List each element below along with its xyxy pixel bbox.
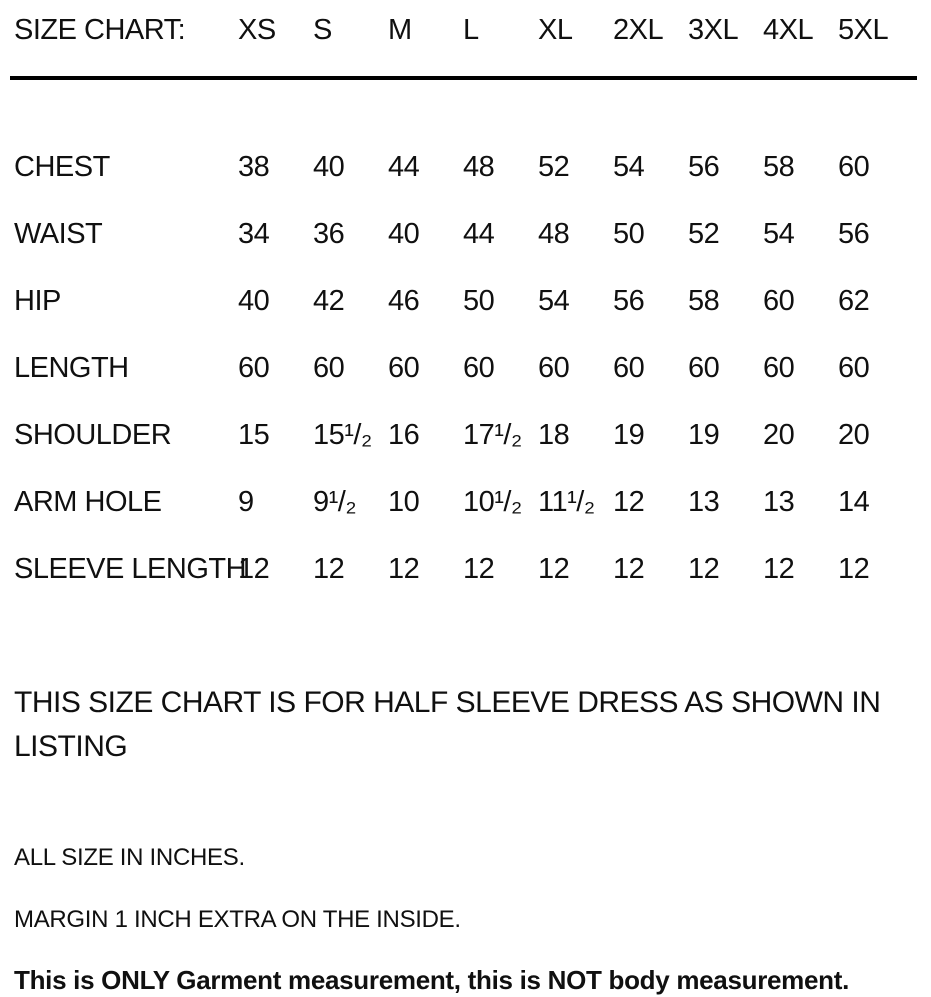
table-row	[14, 201, 931, 268]
row-label: HIP	[14, 285, 61, 317]
size-value-cell: 40	[388, 218, 420, 250]
size-column-header: XL	[538, 14, 573, 46]
size-value-cell: 10¹/₂	[463, 486, 522, 518]
size-value-cell: 17¹/₂	[463, 419, 522, 451]
size-value-cell: 13	[688, 486, 720, 518]
size-value-cell: 15	[238, 419, 270, 451]
size-value-cell: 54	[763, 218, 795, 250]
size-value-cell: 60	[688, 352, 720, 384]
size-value-cell: 62	[838, 285, 870, 317]
size-value-cell: 60	[613, 352, 645, 384]
size-value-cell: 20	[763, 419, 795, 451]
size-value-cell: 56	[613, 285, 645, 317]
row-label: SLEEVE LENGTH	[14, 553, 247, 585]
row-label: WAIST	[14, 218, 103, 250]
divider-line	[10, 76, 917, 80]
size-value-cell: 54	[613, 151, 645, 183]
size-value-cell: 60	[838, 151, 870, 183]
size-value-cell: 9	[238, 486, 254, 518]
size-value-cell: 12	[613, 553, 645, 585]
table-title: SIZE CHART:	[14, 14, 186, 46]
table-row	[14, 268, 931, 335]
size-value-cell: 54	[538, 285, 570, 317]
size-value-cell: 12	[538, 553, 570, 585]
size-value-cell: 44	[388, 151, 420, 183]
size-value-cell: 52	[538, 151, 570, 183]
size-value-cell: 16	[388, 419, 420, 451]
size-column-header: XS	[238, 14, 276, 46]
row-label: ARM HOLE	[14, 486, 162, 518]
table-row	[14, 134, 931, 201]
units-note: ALL SIZE IN INCHES.	[14, 844, 245, 871]
size-value-cell: 19	[688, 419, 720, 451]
size-chart-table	[14, 14, 931, 603]
size-value-cell: 60	[538, 352, 570, 384]
size-value-cell: 12	[763, 553, 795, 585]
size-value-cell: 60	[313, 352, 345, 384]
size-column-header: S	[313, 14, 332, 46]
size-value-cell: 12	[838, 553, 870, 585]
row-label: SHOULDER	[14, 419, 172, 451]
size-value-cell: 48	[463, 151, 495, 183]
margin-note: MARGIN 1 INCH EXTRA ON THE INSIDE.	[14, 906, 461, 933]
size-value-cell: 12	[613, 486, 645, 518]
size-value-cell: 44	[463, 218, 495, 250]
size-value-cell: 50	[613, 218, 645, 250]
size-column-header: 3XL	[688, 14, 739, 46]
row-label: LENGTH	[14, 352, 129, 384]
size-value-cell: 60	[763, 352, 795, 384]
size-column-header: 5XL	[838, 14, 889, 46]
size-value-cell: 56	[688, 151, 720, 183]
size-value-cell: 13	[763, 486, 795, 518]
size-value-cell: 42	[313, 285, 345, 317]
table-row	[14, 335, 931, 402]
size-value-cell: 18	[538, 419, 570, 451]
size-value-cell: 20	[838, 419, 870, 451]
size-value-cell: 60	[388, 352, 420, 384]
size-value-cell: 14	[838, 486, 870, 518]
size-value-cell: 40	[313, 151, 345, 183]
size-value-cell: 38	[238, 151, 270, 183]
size-column-header: M	[388, 14, 412, 46]
size-value-cell: 12	[238, 553, 270, 585]
table-row	[14, 469, 931, 536]
size-value-cell: 12	[313, 553, 345, 585]
size-value-cell: 50	[463, 285, 495, 317]
size-value-cell: 58	[763, 151, 795, 183]
table-header-row	[14, 14, 931, 56]
size-value-cell: 60	[763, 285, 795, 317]
size-column-header: L	[463, 14, 479, 46]
size-value-cell: 34	[238, 218, 270, 250]
size-value-cell: 56	[838, 218, 870, 250]
size-value-cell: 60	[838, 352, 870, 384]
size-value-cell: 10	[388, 486, 420, 518]
size-value-cell: 12	[388, 553, 420, 585]
size-column-header: 2XL	[613, 14, 664, 46]
size-value-cell: 11¹/₂	[538, 486, 595, 518]
size-value-cell: 58	[688, 285, 720, 317]
size-value-cell: 12	[463, 553, 495, 585]
size-value-cell: 12	[688, 553, 720, 585]
size-column-header: 4XL	[763, 14, 814, 46]
size-value-cell: 15¹/₂	[313, 419, 372, 451]
table-row	[14, 536, 931, 603]
size-value-cell: 46	[388, 285, 420, 317]
size-value-cell: 60	[238, 352, 270, 384]
size-value-cell: 52	[688, 218, 720, 250]
size-chart-table-body	[14, 134, 931, 603]
size-value-cell: 19	[613, 419, 645, 451]
size-value-cell: 48	[538, 218, 570, 250]
garment-measurement-note: This is ONLY Garment measurement, this is NOT body measurement.	[14, 965, 850, 995]
chart-applicability-statement: THIS SIZE CHART IS FOR HALF SLEEVE DRESS AS SHOWN IN LISTING	[14, 686, 881, 763]
size-value-cell: 9¹/₂	[313, 486, 357, 518]
size-value-cell: 40	[238, 285, 270, 317]
size-value-cell: 36	[313, 218, 345, 250]
table-row	[14, 402, 931, 469]
size-value-cell: 60	[463, 352, 495, 384]
row-label: CHEST	[14, 151, 110, 183]
